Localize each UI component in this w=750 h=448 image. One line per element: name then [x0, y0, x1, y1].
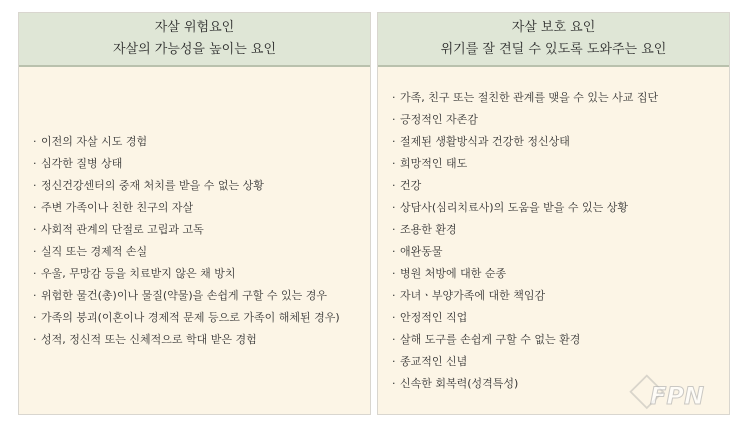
list-item-text: 자녀ㆍ부양가족에 대한 책임감	[400, 288, 546, 302]
bullet-dot: ·	[33, 332, 37, 346]
risk-factors-list	[33, 131, 360, 351]
bullet-dot: ·	[392, 310, 396, 324]
list-item	[33, 131, 360, 153]
list-item	[392, 131, 719, 153]
list-item-text: 건강	[400, 178, 422, 192]
fpn-watermark-logo	[628, 374, 728, 414]
list-item-text: 성적, 정신적 또는 신체적으로 학대 받은 경험	[41, 332, 257, 346]
list-item	[392, 329, 719, 351]
list-item-text: 조용한 환경	[400, 222, 457, 236]
bullet-dot: ·	[392, 134, 396, 148]
bullet-dot: ·	[33, 266, 37, 280]
list-item	[392, 197, 719, 219]
list-item-text: 종교적인 신념	[400, 354, 468, 368]
bullet-dot: ·	[392, 178, 396, 192]
list-item-text: 가족의 붕괴(이혼이나 경제적 문제 등으로 가족이 해체된 경우)	[41, 310, 340, 324]
list-item-text: 안정적인 직업	[400, 310, 468, 324]
list-item	[392, 175, 719, 197]
risk-factors-header	[19, 13, 370, 67]
protective-factors-title: 자살 보호 요인	[511, 20, 596, 35]
list-item	[33, 307, 360, 329]
watermark-text: FPN	[650, 382, 705, 410]
list-item	[392, 153, 719, 175]
bullet-dot: ·	[33, 178, 37, 192]
list-item-text: 위험한 물건(총)이나 물질(약물)을 손쉽게 구할 수 있는 경우	[41, 288, 328, 302]
bullet-dot: ·	[33, 222, 37, 236]
factor-table	[18, 12, 730, 415]
list-item-text: 우울, 무망감 등을 치료받지 않은 채 방치	[41, 266, 236, 280]
list-item	[33, 329, 360, 351]
bullet-dot: ·	[392, 244, 396, 258]
bullet-dot: ·	[392, 200, 396, 214]
bullet-dot: ·	[33, 244, 37, 258]
risk-factors-body	[19, 67, 370, 414]
list-item	[33, 197, 360, 219]
protective-factors-column	[377, 12, 730, 415]
bullet-dot: ·	[392, 266, 396, 280]
list-item	[33, 153, 360, 175]
bullet-dot: ·	[392, 376, 396, 390]
protective-factors-list	[392, 87, 719, 395]
bullet-dot: ·	[33, 310, 37, 324]
list-item	[33, 263, 360, 285]
list-item	[392, 219, 719, 241]
list-item	[392, 351, 719, 373]
list-item	[392, 109, 719, 131]
list-item-text: 상담사(심리치료사)의 도움을 받을 수 있는 상황	[400, 200, 628, 214]
list-item	[392, 241, 719, 263]
list-item-text: 희망적인 태도	[400, 156, 468, 170]
list-item-text: 애완동물	[400, 244, 443, 258]
risk-factors-title: 자살 위험요인	[154, 20, 235, 35]
bullet-dot: ·	[392, 354, 396, 368]
protective-factors-body	[378, 67, 729, 414]
list-item	[33, 175, 360, 197]
bullet-dot: ·	[392, 156, 396, 170]
list-item	[392, 285, 719, 307]
list-item-text: 병원 처방에 대한 순종	[400, 266, 507, 280]
list-item-text: 살해 도구를 손쉽게 구할 수 없는 환경	[400, 332, 581, 346]
list-item	[33, 219, 360, 241]
protective-factors-header	[378, 13, 729, 67]
list-item-text: 신속한 회복력(성격특성)	[400, 376, 519, 390]
list-item	[33, 285, 360, 307]
bullet-dot: ·	[33, 288, 37, 302]
risk-factors-column	[18, 12, 371, 415]
list-item-text: 주변 가족이나 친한 친구의 자살	[41, 200, 194, 214]
list-item-text: 이전의 자살 시도 경험	[41, 134, 148, 148]
bullet-dot: ·	[33, 134, 37, 148]
list-item	[392, 263, 719, 285]
bullet-dot: ·	[392, 222, 396, 236]
list-item-text: 실직 또는 경제적 손실	[41, 244, 148, 258]
protective-factors-subtitle: 위기를 잘 견딜 수 있도록 도와주는 요인	[440, 42, 667, 57]
list-item	[33, 241, 360, 263]
list-item-text: 심각한 질병 상태	[41, 156, 123, 170]
bullet-dot: ·	[392, 332, 396, 346]
list-item-text: 절제된 생활방식과 건강한 정신상태	[400, 134, 570, 148]
list-item-text: 가족, 친구 또는 절친한 관계를 맺을 수 있는 사교 집단	[400, 90, 659, 104]
list-item-text: 사회적 관계의 단절로 고립과 고독	[41, 222, 204, 236]
bullet-dot: ·	[392, 112, 396, 126]
list-item	[392, 307, 719, 329]
bullet-dot: ·	[392, 288, 396, 302]
bullet-dot: ·	[33, 156, 37, 170]
list-item-text: 정신건강센터의 중재 처치를 받을 수 없는 상황	[41, 178, 264, 192]
list-item-text: 긍정적인 자존감	[400, 112, 478, 126]
list-item	[392, 87, 719, 109]
bullet-dot: ·	[392, 90, 396, 104]
risk-factors-subtitle: 자살의 가능성을 높이는 요인	[112, 42, 277, 57]
bullet-dot: ·	[33, 200, 37, 214]
